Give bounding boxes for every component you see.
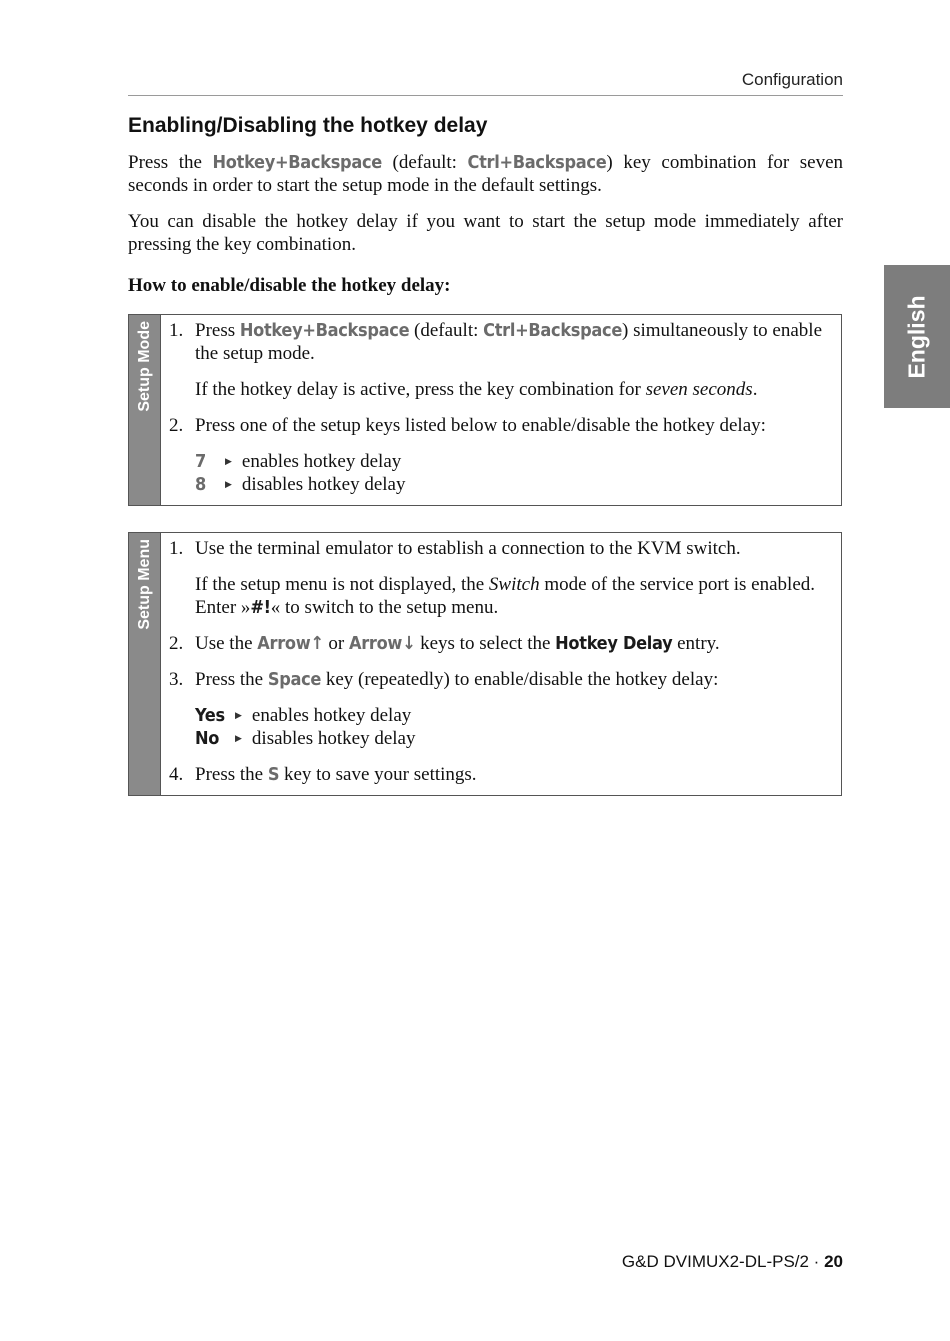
triangle-right-icon: ▶ — [225, 456, 232, 466]
step-number: 1. — [169, 538, 184, 559]
setup-mode-box — [128, 314, 842, 506]
text-run: key (repeatedly) to enable/disable the hotkey delay: — [321, 669, 719, 690]
key-name: #! — [250, 597, 271, 618]
key-name: Space — [267, 669, 322, 690]
step-number: 4. — [169, 764, 184, 785]
text-run: Use the — [195, 633, 258, 654]
emphasis: seven seconds — [645, 379, 753, 400]
option-row — [195, 473, 406, 496]
text-run: If the hotkey delay is active, press the key combination for — [195, 379, 646, 400]
option-text: disables hotkey delay — [241, 474, 406, 495]
option-key: No — [195, 728, 220, 749]
text-run: Press the — [128, 152, 213, 173]
language-tab-label: English — [903, 294, 930, 379]
text-run: key to save your settings. — [279, 764, 477, 785]
key-name: Ctrl+Backspace — [467, 152, 607, 173]
triangle-right-icon: ▶ — [235, 733, 242, 743]
option-row — [195, 450, 401, 473]
text-run: Press the — [195, 764, 268, 785]
emphasis: Switch — [488, 574, 540, 595]
header-rule — [128, 95, 843, 96]
key-name: Hotkey+Backspace — [212, 152, 382, 173]
option-text: enables hotkey delay — [241, 451, 402, 472]
step-text: Press one of the setup keys listed below to enable/disable the hotkey delay: — [195, 415, 766, 436]
text-run: keys to select the — [415, 633, 556, 654]
footer-product: G&D DVIMUX2-DL-PS/2 · — [621, 1252, 825, 1271]
setup-mode-tab — [129, 315, 161, 505]
setup-menu-box — [128, 532, 842, 796]
step-number: 2. — [169, 415, 184, 436]
text-run: Press the — [195, 669, 268, 690]
text-run: « to switch to the setup menu. — [270, 597, 499, 618]
note-text — [195, 378, 833, 401]
text-run: or — [323, 633, 349, 654]
triangle-right-icon: ▶ — [235, 710, 242, 720]
text-run: . — [752, 379, 758, 400]
key-name: Arrow↓ — [348, 633, 416, 654]
step-number: 3. — [169, 669, 184, 690]
page-number: 20 — [824, 1252, 843, 1271]
howto-heading: How to enable/disable the hotkey delay: — [128, 275, 451, 296]
intro-paragraph — [128, 151, 843, 197]
option-key: 7 — [195, 451, 206, 472]
page-footer — [622, 1252, 843, 1272]
key-name: S — [267, 764, 280, 785]
setup-menu-tab — [129, 533, 161, 795]
option-text: enables hotkey delay — [251, 705, 412, 726]
text-run: ) simultaneously to enable the setup mode. — [195, 320, 823, 364]
text-run: Press — [195, 320, 240, 341]
step-text — [195, 319, 833, 365]
running-header: Configuration — [741, 70, 843, 89]
menu-entry-name: Hotkey Delay — [555, 633, 673, 654]
option-row — [195, 727, 416, 750]
option-key: 8 — [195, 474, 206, 495]
disable-paragraph: You can disable the hotkey delay if you want to start the setup mode immediately after pressing the key combination. — [128, 211, 843, 255]
step-text — [195, 632, 833, 655]
text-run: (default: — [409, 320, 484, 341]
text-run: ) key combination for seven seconds in order to start the setup mode in the default settings. — [128, 152, 844, 196]
note-text — [195, 573, 833, 619]
option-key: Yes — [195, 705, 225, 726]
language-tab — [884, 265, 950, 408]
step-text — [195, 763, 833, 786]
text-run: (default: — [381, 152, 468, 173]
text-run: If the setup menu is not displayed, the — [195, 574, 489, 595]
step-number: 2. — [169, 633, 184, 654]
step-text — [195, 668, 833, 691]
key-name: Hotkey+Backspace — [239, 320, 410, 341]
step-text: Use the terminal emulator to establish a connection to the KVM switch. — [195, 538, 741, 559]
option-text: disables hotkey delay — [251, 728, 416, 749]
option-row — [195, 704, 411, 727]
setup-menu-tab-label: Setup Menu — [135, 539, 153, 630]
setup-mode-tab-label: Setup Mode — [135, 321, 153, 412]
section-heading: Enabling/Disabling the hotkey delay — [128, 114, 488, 137]
text-run: mode of the service port is enabled. Enter » — [195, 574, 816, 618]
text-run: entry. — [672, 633, 720, 654]
key-name: Arrow↑ — [257, 633, 324, 654]
step-number: 1. — [169, 320, 184, 341]
key-name: Ctrl+Backspace — [483, 320, 623, 341]
triangle-right-icon: ▶ — [225, 479, 232, 489]
